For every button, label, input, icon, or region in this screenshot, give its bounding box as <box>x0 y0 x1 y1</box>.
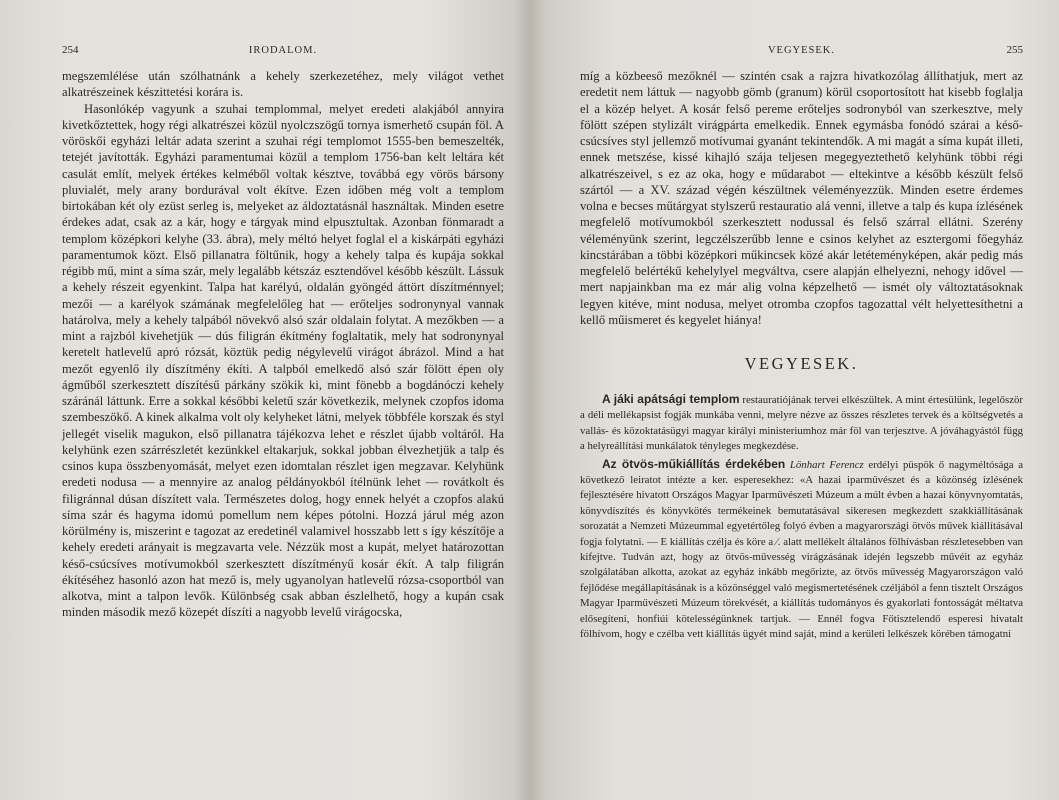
notice-lead: Az ötvös-műkiállítás érdekében <box>602 456 786 471</box>
notice-text: erdélyi püspök ő nagyméltósága a következő leiratot intézte a ker. esperesekhez: «A hazai iparművészet és a közönség ízlésének fejlesztésére hivatott Országos Magyar Iparművészeti Múzeum a múlt évben a hazai könyvnyomtatás, könyvdíszítés és könyvkötés termékeinek bemutatásával sikeresen megkezdett szakkiállításának sorozatát a Nemzeti Múzeummal egyetértőleg folyó évben a magyarországi ötvös művek kiállításával fogja folytatni. — E kiállítás czélja és köre a ⁄. alatt mellékelt általános fölhívásban részletesebben van kifejtve. Tudván azt, hogy az ötvös-művesség virágzásának idején legszebb művéit az egyház szolgálatában alkotta, azokat az egyház inkább megőrizte, az ötvös művesség Magyarországon való fejlődése megállapításának is a közönséggel való megismertetésének czéljából a fenn tisztelt Országos Magyar Iparművészeti Múzeum törekvését, a kiállítás tudományos és gyakorlati fontosságát méltatva elősegíteni, honfiúi kötelességünknek tartjuk. — Ennél fogva Főtisztelendő esperesi hivatalt fölhívom, hogy e czélba vett kiállítás ügyét mind saját, mind a kerületi lelkészek körében támogatni <box>580 458 1024 641</box>
left-running-head <box>62 44 504 66</box>
left-paragraph-2: Hasonlókép vagyunk a szuhai templommal, melyet eredeti alakjából annyira kivetkőztettek, hogy régi alkatrészei közül nyolczszögű tornya ismerhető csupán föl. A vöröskői egyházi leltár adata szerint a szuhai régi templomot 1555-ben bemeszelték, tetejét javították. Egyházi paramentumai közül a templom 1756-ban kelt leltára két casulát említ, melyek értékes kelméből voltak késztve, továbbá egy vörös bársony pluvialét, mely arany bordurával volt ékítve. Ezen időben még volt a templom birtokában két oly ezüst serleg is, melyeket az áldoztatásnál használtak. Minden esetre érdekes adat, csak az a kár, hogy e tárgyak mind elpusztultak. Azonban fönmaradt a templom középkori kelyhe (33. ábra), mely méltó helyet foglal el a kiskárpáti egyházi paramentumok közt. Első pillanatra föltűnik, hogy a kehely talpa és kupája sokkal régibb mű, mint a síma szár, mely legalább kétszáz esztendővel később készült. Lássuk a kehely részeit egyenkint. Talpa hat karélyú, oldalán gyöngéd áttört díszítménnyel; mezői — a karélyok számának megfelelőleg hat — erőteljes sodronynyal vannak határolva, mely a kehely talpából növekvő alsó szár oldalain folytat. A mezőkben — a mint a rajzból kivehetjük — dús filigrán ékítmény foglaltatik, mely hat sodronynyal keretelt hatlevelű apró rózsát, köztük pedig négylevelű virágot ábrázol. Mind a hat mezőt egyenlő ily díszítmény ékíti. A talpból emelkedő alsó szár fölött épen oly ágműből szerkesztett díszítésű párkány szökik ki, mint fönebb a bogdánóczi kehely száránál láttunk. Erre a sokkal későbbi keletű szár következik, melynek czopfos idoma szembeszökő. A kinek alkalma volt oly kelyheket látni, melyek többféle korszak és styl jellegét viselik magukon, első pillanatra tájékozva lehet e részlet újabb voltáról. Ha kelyhünk ezen szárrészletét kezünkkel eltakarjuk, sokkal jobban élvezhetjük a talp és csinos kupa összbenyomását, melyet ezen idomtalan részlet igen megzavar. Kelyhünk eredeti nodusa — a mennyire az analog példányokból ítélnünk lehet — rovátkolt és filigránnal dúsan díszített vala. Természetes dolog, hogy ennek helyét a czopfos alakú síma szár és hagyma idomú pomellum nem képes pótolni. Hozzá járul még azon körülmény is, miszerint e tagozat az eredetinél valamivel hosszabb lett s így készítője a kehely eredeti arányait is megzavarta vele. Nézzük most a kupát, melyet határozottan késő-csúcsíves motívumokból szerkesztett díszítményű kosár ékít. A talp filigrán ékítéséhez hasonló azon hat mező is, mely ugyanolyan hatlevelű rózsa-csoportból van alkotva, mint a talpon levők. Különbség csak abban észlelhető, hogy a kupán csak minden második mező közepét díszíti a nagyobb levelű virágocska, <box>62 101 504 620</box>
left-page-number: 254 <box>62 44 79 56</box>
left-running-title: IRODALOM. <box>248 45 318 56</box>
notices <box>580 392 1023 643</box>
notice-author: Lönhart Ferencz <box>789 458 864 471</box>
right-body-text <box>580 68 1023 328</box>
right-running-head <box>580 44 1023 66</box>
right-running-title: VEGYESEK. <box>767 45 836 56</box>
notice-item <box>580 457 1023 643</box>
right-page-number: 255 <box>1006 44 1023 56</box>
section-heading: VEGYESEK. <box>744 354 859 373</box>
right-page <box>530 0 1059 800</box>
notice-text: restauratiójának tervei elkészültek. A mint értesülünk, legelőször a déli mellékapsist fogják munkába venni, melyre nézve az összes részletes tervek és a költségvetés a vallás- és közoktatásügyi magyar királyi ministeriumhoz már föl van terjesztve. A jóváhagyástól függ a helyreállítási munkálatok tényleges megkezdése. <box>580 394 1023 453</box>
left-paragraph-1: megszemlélése után szólhatnánk a kehely szerkezetéhez, mely világot vethet alkatrészeinek készittetési korára is. <box>62 69 504 100</box>
notice-item <box>580 392 1023 455</box>
notice-lead: A jáki apátsági templom <box>602 392 740 406</box>
right-paragraph-1: míg a közbeeső mezőknél — szintén csak a rajzra hivatkozólag állíthatjuk, mert az eredetit nem láttuk — nagyobb gömb (granum) körül csoportosított hat kisebb foglalja el a közép helyet. A kosár felső pereme erőteljes sodronyból van szerkesztve, mely fölött szépen stylizált virágpárta emelkedik. Ennek egymásba fonódó szárai a késő-csúcsíves styl jellemző motívumai gyanánt tekintendők. A mi magát a síma kupát illeti, ennek metszése, kissé kihajló szája teljesen megegyeztethető kelyhünk többi régi alkatrészeivel, s ez az oka, hogy e műdarabot — eltekintve a később készült felső szártól — a XV. század végén készültnek véleményezzük. Minden esetre érdemes volna e becses műtárgyat stylszerű restauratio alá venni, illetve a talp és kupa ízlésének megfelelő motívumokból szerkesztett nodussal és felső szárral ellátni. Szerény véleményünk szerint, legczélszerűbb lenne e csinos kelyhet az esztergomi főegyház kincstárában a többi középkori műkincsek közé akár letéteményképen, akár pedig más megfelelő belértékű kehelylyel megváltva, csere alapján elhelyezni, nehogy idővel — mert napjainkban ma ez már alig volna képzelhető — ismét oly változtatásoknak legyen kitéve, mint nodusa, melyet otromba czopfos tagozattal vélt helyettesíthetni a kellő műismeret és kegyelet hiánya! <box>580 69 1023 327</box>
left-body-text <box>62 68 504 621</box>
